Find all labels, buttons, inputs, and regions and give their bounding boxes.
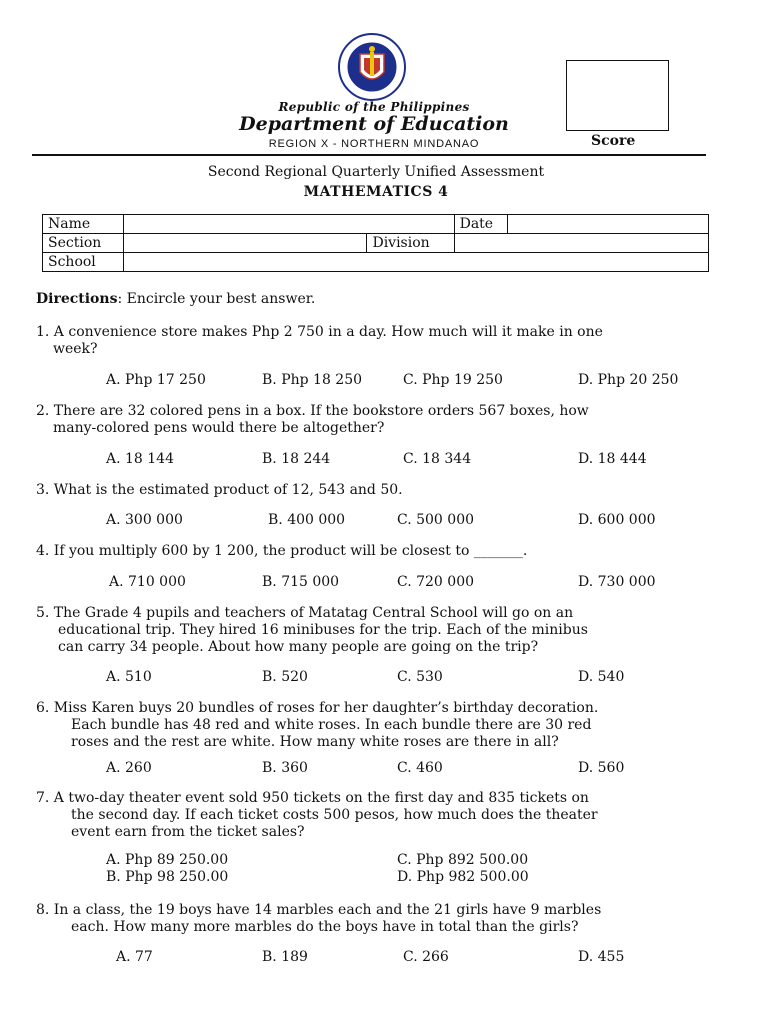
q7-option-c[interactable]: C. Php 892 500.00 [397, 852, 529, 868]
q4-option-b[interactable]: B. 715 000 [262, 574, 340, 590]
q2-option-a[interactable]: A. 18 144 [106, 451, 174, 467]
school-field[interactable] [124, 253, 709, 272]
question-4-line-1: 4. If you multiply 600 by 1 200, the product will be closest to _______. [36, 543, 528, 559]
q8-option-a[interactable]: A. 77 [116, 949, 153, 965]
q7-option-a[interactable]: A. Php 89 250.00 [106, 852, 229, 868]
division-label: Division [367, 234, 454, 253]
question-5 [36, 605, 716, 656]
question-7 [36, 790, 716, 841]
q4-option-c[interactable]: C. 720 000 [397, 574, 475, 590]
section-label: Section [43, 234, 124, 253]
q8-option-b[interactable]: B. 189 [262, 949, 308, 965]
q1-option-a[interactable]: A. Php 17 250 [106, 372, 206, 388]
question-8-line-2: each. How many more marbles do the boys have in total than the girls? [71, 919, 579, 935]
question-3-line-1: 3. What is the estimated product of 12, 543 and 50. [36, 482, 403, 498]
question-4 [36, 543, 716, 560]
question-7-line-3: event earn from the ticket sales? [71, 824, 305, 840]
directions-text: : Encircle your best answer. [117, 291, 316, 307]
q2-option-b[interactable]: B. 18 244 [262, 451, 331, 467]
school-label: School [43, 253, 124, 272]
question-8-line-1: 8. In a class, the 19 boys have 14 marbles each and the 21 girls have 9 marbles [36, 902, 602, 918]
q1-option-c[interactable]: C. Php 19 250 [403, 372, 503, 388]
q5-option-b[interactable]: B. 520 [262, 669, 308, 685]
assessment-title: Second Regional Quarterly Unified Assessment [207, 164, 545, 180]
subject-title: MATHEMATICS 4 [303, 184, 449, 200]
q1-option-d[interactable]: D. Php 20 250 [578, 372, 679, 388]
q6-option-a[interactable]: A. 260 [106, 760, 152, 776]
question-6 [36, 700, 716, 751]
q4-option-d[interactable]: D. 730 000 [578, 574, 656, 590]
question-6-line-1: 6. Miss Karen buys 20 bundles of roses for her daughter’s birthday decoration. [36, 700, 599, 716]
directions [36, 291, 315, 307]
question-5-line-3: can carry 34 people. About how many people are going on the trip? [58, 639, 539, 655]
question-6-line-3: roses and the rest are white. How many white roses are there in all? [71, 734, 559, 750]
q6-option-c[interactable]: C. 460 [397, 760, 443, 776]
question-2-line-2: many-colored pens would there be altogether? [53, 420, 385, 436]
q6-option-b[interactable]: B. 360 [262, 760, 308, 776]
deped-seal [322, 32, 422, 102]
header-divider [32, 154, 706, 156]
q1-option-b[interactable]: B. Php 18 250 [262, 372, 363, 388]
q3-option-d[interactable]: D. 600 000 [578, 512, 656, 528]
q5-option-c[interactable]: C. 530 [397, 669, 443, 685]
q5-option-d[interactable]: D. 540 [578, 669, 625, 685]
question-1-line-2: week? [53, 341, 98, 357]
name-label: Name [43, 215, 124, 234]
question-2 [36, 403, 716, 437]
question-5-line-1: 5. The Grade 4 pupils and teachers of Matatag Central School will go on an [36, 605, 574, 621]
q7-option-b[interactable]: B. Php 98 250.00 [106, 869, 229, 885]
republic-heading: Republic of the Philippines [278, 100, 470, 114]
question-7-line-2: the second day. If each ticket costs 500 pesos, how much does the theater [71, 807, 598, 823]
division-field[interactable] [454, 234, 708, 253]
region-heading: REGION X - NORTHERN MINDANAO [268, 138, 480, 150]
q3-option-a[interactable]: A. 300 000 [106, 512, 183, 528]
q5-option-a[interactable]: A. 510 [106, 669, 152, 685]
q8-option-c[interactable]: C. 266 [403, 949, 449, 965]
date-label: Date [454, 215, 507, 234]
date-field[interactable] [507, 215, 708, 234]
score-box[interactable] [566, 60, 669, 131]
question-1-line-1: 1. A convenience store makes Php 2 750 in a day. How much will it make in one [36, 324, 603, 340]
question-8 [36, 902, 716, 936]
name-field[interactable] [124, 215, 454, 234]
q4-option-a[interactable]: A. 710 000 [109, 574, 186, 590]
student-info-table [42, 214, 709, 272]
section-field[interactable] [124, 234, 367, 253]
question-2-line-1: 2. There are 32 colored pens in a box. If the bookstore orders 567 boxes, how [36, 403, 589, 419]
q2-option-c[interactable]: C. 18 344 [403, 451, 472, 467]
question-5-line-2: educational trip. They hired 16 minibuses for the trip. Each of the minibus [58, 622, 588, 638]
score-label: Score [591, 133, 636, 149]
question-6-line-2: Each bundle has 48 red and white roses. In each bundle there are 30 red [71, 717, 592, 733]
question-3 [36, 482, 716, 499]
q8-option-d[interactable]: D. 455 [578, 949, 625, 965]
question-7-line-1: 7. A two-day theater event sold 950 tickets on the first day and 835 tickets on [36, 790, 589, 806]
q3-option-b[interactable]: B. 400 000 [268, 512, 346, 528]
q7-option-d[interactable]: D. Php 982 500.00 [397, 869, 529, 885]
q3-option-c[interactable]: C. 500 000 [397, 512, 475, 528]
q6-option-d[interactable]: D. 560 [578, 760, 625, 776]
department-heading: Department of Education [239, 113, 509, 135]
directions-label: Directions [36, 291, 118, 307]
question-1 [36, 324, 716, 358]
q2-option-d[interactable]: D. 18 444 [578, 451, 647, 467]
